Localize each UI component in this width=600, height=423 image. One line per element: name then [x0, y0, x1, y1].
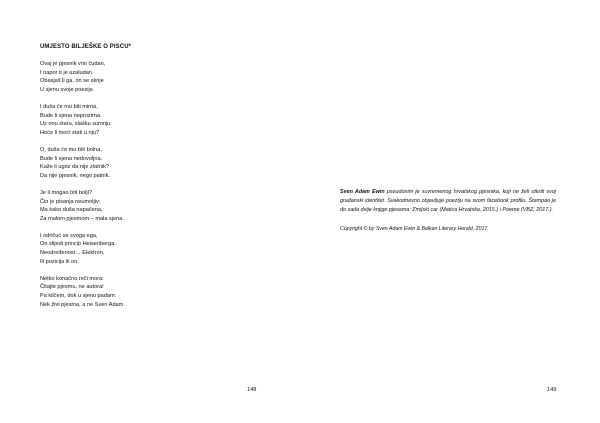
copyright-notice: Copyright © by Sven Adam Ewin & Balkan Literary Herald, 2017. [340, 226, 489, 232]
stanza-1 [40, 60, 125, 94]
poem-line: Bude li sjena nedovoljna. [40, 155, 103, 162]
author-bio [340, 188, 556, 215]
poem-line: I duša će mu biti mirna, [40, 103, 98, 110]
poem-line: Čitajte pjesmu, ne autora! [40, 284, 104, 291]
poem-line: Neodređenost… Elektron. [40, 250, 105, 257]
poem-title: UMJESTO BILJEŠKE O PISCU* [40, 44, 132, 50]
poem-line: Kaže li ugriz da nije zlatnik? [40, 164, 110, 171]
poem-line: Ovaj je pjesnik vrlo čudan, [40, 61, 106, 67]
poem-line: I napor ti je uzaludan. [40, 69, 94, 76]
poem-line: Bude li sjena neprozirna. [40, 112, 102, 119]
poem-line: Netko konačno reči mora: [40, 275, 104, 282]
poem-line: Uz onu staru, slašku sumnju: [40, 121, 112, 128]
poem-line: O, duša će mu biti bolna, [40, 146, 102, 153]
poem-line: Da nije pjesnik, nego patnik. [40, 172, 110, 179]
author-name: Sven Adam Ewin [340, 189, 385, 196]
right-page [300, 0, 600, 423]
stanza-3 [40, 146, 125, 180]
poem-line: Hoće li moći stati u nju? [40, 129, 100, 136]
stanza-4 [40, 189, 125, 223]
poem-line: Čin je pisanja neumoljiv: [40, 198, 101, 205]
poem-line: U sjenu svoje poezije. [40, 86, 95, 93]
stanza-5 [40, 232, 125, 266]
poem-line: Nek živi pjesma, a ne Sven Adam. [40, 301, 125, 308]
page-number-right: 149 [547, 387, 557, 393]
page-number-left: 148 [247, 387, 257, 393]
stanza-2 [40, 103, 125, 137]
author-bio-text: pseudonim je suvremenog hrvatskog pjesnika, koji ne želi otkriti svoj građanski identitet. Svakodnevno objavljuje poeziju na svom facebook profilu. Štampao je do sada dvije knjige pjesama: Zmijski car (Matica Hrvatska, 2015.) i Poeme (VBZ, 2017.). [340, 189, 556, 214]
poem-body [40, 60, 125, 318]
poem-line: Za malom pjesmom – mala sjena. [40, 215, 124, 222]
poem-line: Obasjaš li ga, on se skrije [40, 78, 104, 85]
poem-line: Je li mogao biti bolji? [40, 189, 92, 196]
stanza-6 [40, 275, 125, 309]
poem-line: I odričuć se svoga ega, [40, 232, 98, 239]
poem-line: On slijedi princip Heisenberga. [40, 241, 116, 248]
poem-line: Ma kako duša napačena, [40, 207, 103, 214]
poem-line: Pa kličem, dok u sjenu padam: [40, 293, 117, 300]
poem-line: Ili pozicija ili on. [40, 258, 79, 265]
